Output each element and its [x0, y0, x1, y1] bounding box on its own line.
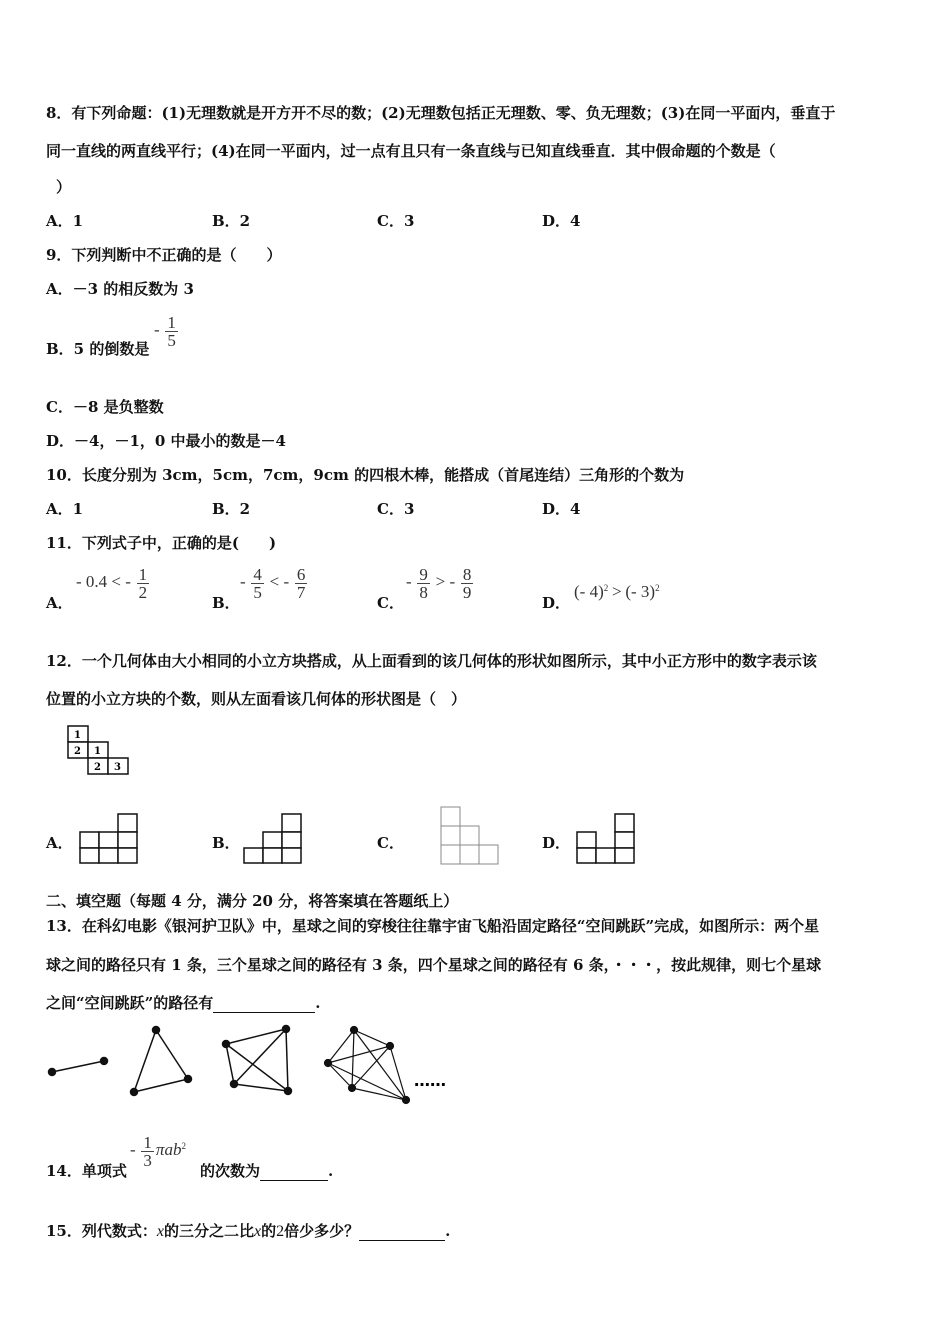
q14-monomial — [130, 1134, 186, 1169]
q11-b-num2: 6 — [296, 565, 306, 584]
q11-c-mid: > - — [435, 571, 456, 591]
q15-label: 15．列代数式： — [46, 1222, 157, 1240]
q12-option-c-figure[interactable] — [440, 806, 502, 866]
top-view-number: 3 — [114, 762, 121, 773]
five-planets-graph — [325, 1027, 410, 1104]
q11-option-a-label[interactable]: A． — [46, 594, 73, 612]
q14-label: 14．单项式 — [46, 1162, 127, 1180]
q11-a-expr — [76, 566, 151, 601]
q9-b-num: 1 — [167, 313, 176, 332]
q9-option-a[interactable]: A．－3 的相反数为 3 — [46, 280, 194, 298]
q9-b-den: 5 — [167, 331, 176, 350]
q8-option-d[interactable]: D．4 — [542, 212, 581, 230]
three-planets-graph — [131, 1027, 192, 1096]
q11-d-op: > — [611, 582, 622, 601]
q10-option-c[interactable]: C．3 — [377, 500, 415, 518]
q14-num: 1 — [143, 1133, 152, 1152]
q11-b-den1: 5 — [253, 583, 262, 602]
top-view-number: 1 — [94, 746, 101, 757]
q15-period: . — [445, 1222, 451, 1240]
q12-line1: 12．一个几何体由大小相同的小立方块搭成，从上面看到的该几何体的形状如图所示，其中小正方形中的数字表示该 — [46, 652, 817, 670]
q15-var-x: x — [156, 1223, 164, 1240]
q11-b-den2: 7 — [296, 583, 306, 602]
q14-body: πab — [155, 1139, 182, 1159]
q11-b-frac1 — [251, 566, 264, 601]
q15-var-x2: x — [254, 1223, 262, 1240]
q8-line1: 8．有下列命题：(1)无理数就是开方开不尽的数；(2)无理数包括正无理数、零、负无理数；(3)在同一平面内，垂直于 — [46, 104, 836, 122]
q9-option-b[interactable]: B．5 的倒数是 — [46, 340, 150, 358]
q11-option-b-label[interactable]: B． — [212, 594, 240, 612]
q15-tail: 倍少多少？ — [284, 1222, 360, 1240]
section-heading: 二、填空题（每题 4 分，满分 20 分，将答案填在答题纸上） — [46, 892, 459, 910]
q9-b-fraction — [154, 314, 180, 349]
q13-line1: 13．在科幻电影《银河护卫队》中，星球之间的穿梭往往靠宇宙飞船沿固定路径“空间跳跃”完成，如图所示：两个星 — [46, 917, 820, 935]
q8-option-b[interactable]: B．2 — [212, 212, 251, 230]
q13-answer-blank[interactable] — [213, 994, 315, 1013]
q10-option-d[interactable]: D．4 — [542, 500, 581, 518]
q12-option-d-figure[interactable] — [575, 812, 637, 864]
q15-two: 2 — [276, 1223, 285, 1240]
q12-line2: 位置的小立方块的个数，则从左面看该几何体的形状图是（ ） — [46, 690, 467, 708]
q15-answer-blank[interactable] — [359, 1222, 445, 1241]
q10-option-a[interactable]: A．1 — [46, 500, 84, 518]
q11-c-den2: 9 — [462, 583, 472, 602]
q14-sign: - — [130, 1139, 136, 1159]
q14-period: . — [328, 1162, 334, 1180]
q11-a-den: 2 — [138, 583, 148, 602]
q9-stem: 9．下列判断中不正确的是（ ） — [46, 246, 282, 264]
top-view-number: 1 — [74, 730, 81, 741]
four-planets-graph — [223, 1026, 292, 1095]
q10-stem: 10．长度分别为 3cm，5cm，7cm，9cm 的四根木棒，能搭成（首尾连结）三角形的个数为 — [46, 466, 685, 484]
q14-exp: 2 — [181, 1140, 186, 1151]
q13-line2: 球之间的路径只有 1 条，三个星球之间的路径有 3 条，四个星球之间的路径有 6 条，・・・，按此规律，则七个星球 — [46, 956, 822, 974]
q14-frac — [141, 1134, 154, 1169]
q8-line3: ） — [56, 178, 72, 196]
q15-mid2: 的 — [261, 1222, 277, 1240]
q11-b-expr — [240, 566, 309, 601]
q12-top-view-figure — [64, 722, 134, 782]
q11-stem: 11．下列式子中，正确的是( ) — [46, 534, 277, 552]
q11-d-exp1: 2 — [603, 583, 609, 593]
q11-a-num: 1 — [138, 565, 148, 584]
q11-c-den1: 8 — [419, 583, 428, 602]
q11-c-num1: 9 — [419, 565, 428, 584]
q12-option-b-figure[interactable] — [242, 812, 304, 864]
q10-option-b[interactable]: B．2 — [212, 500, 251, 518]
q11-b-num1: 4 — [253, 565, 262, 584]
q15-mid: 的三分之二比 — [163, 1222, 254, 1240]
q11-c-frac1 — [417, 566, 430, 601]
q14-tail-text: 的次数为 — [200, 1162, 261, 1180]
q11-a-left: - 0.4 < - — [76, 571, 131, 591]
q8-option-c[interactable]: C．3 — [377, 212, 415, 230]
q13-line3 — [46, 992, 321, 1013]
q13-ellipsis: …… — [414, 1071, 446, 1090]
q12-option-b-label[interactable]: B． — [212, 834, 240, 852]
q13-line3-text: 之间“空间跳跃”的路径有 — [46, 994, 214, 1012]
top-view-number: 2 — [74, 746, 81, 757]
q12-option-a-label[interactable]: A． — [46, 834, 73, 852]
q13-period: . — [315, 994, 321, 1012]
top-view-number: 2 — [94, 762, 101, 773]
q11-option-c-label[interactable]: C． — [377, 594, 404, 612]
q9-b-frac — [165, 314, 178, 349]
q11-d-base1: (- 4) — [574, 582, 604, 601]
q9-option-c[interactable]: C．－8 是负整数 — [46, 398, 164, 416]
q11-option-d-label[interactable]: D． — [542, 594, 571, 612]
q11-c-frac2 — [461, 566, 474, 601]
q11-d-exp2: 2 — [655, 583, 660, 593]
q14-answer-blank[interactable] — [260, 1162, 328, 1181]
q15-line — [46, 1220, 450, 1241]
q14-tail — [200, 1160, 333, 1181]
q11-d-base2: (- 3) — [625, 582, 656, 601]
q9-option-d[interactable]: D．－4，－1，0 中最小的数是－4 — [46, 432, 286, 450]
q11-a-frac — [137, 566, 150, 601]
q8-line2: 同一直线的两直线平行；(4)在同一平面内，过一点有且只有一条直线与已知直线垂直．其中假命题的个数是（ — [46, 142, 776, 160]
q12-option-c-label[interactable]: C． — [377, 834, 404, 852]
q12-option-d-label[interactable]: D． — [542, 834, 571, 852]
q12-option-a-figure[interactable] — [78, 812, 140, 864]
q11-d-expr — [574, 582, 660, 602]
q11-c-expr — [406, 566, 475, 601]
q11-b-mid: < - — [269, 571, 290, 591]
q11-b-frac2 — [295, 566, 308, 601]
q14-den: 3 — [143, 1151, 152, 1170]
q9-b-sign: - — [154, 319, 160, 339]
q11-c-num2: 8 — [462, 565, 472, 584]
q13-planet-graphs — [46, 1024, 466, 1104]
q8-option-a[interactable]: A．1 — [46, 212, 84, 230]
q11-b-sign1: - — [240, 571, 246, 591]
q11-c-sign1: - — [406, 571, 412, 591]
two-planets-graph — [49, 1058, 108, 1076]
